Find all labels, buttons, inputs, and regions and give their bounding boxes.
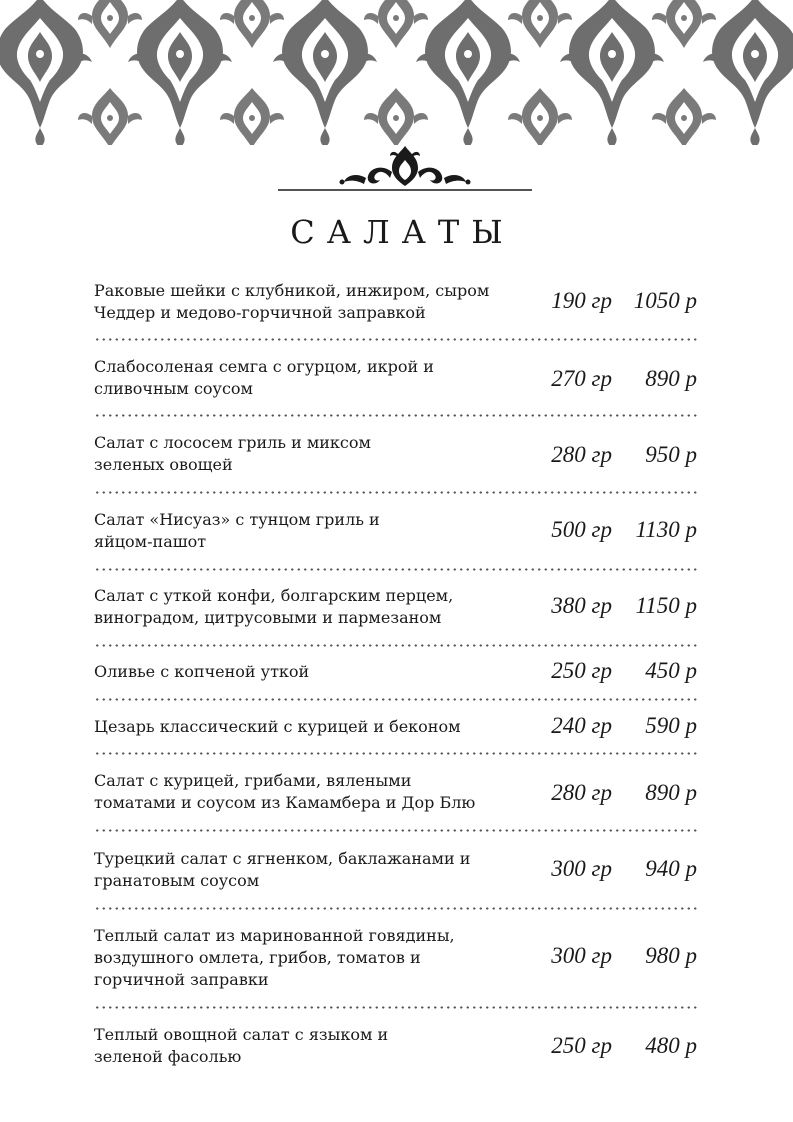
dotted-divider	[94, 568, 697, 571]
item-weight: 300 гр	[551, 943, 612, 968]
item-name: Турецкий салат с ягненком, баклажанами и гранатовым соусом	[94, 849, 471, 890]
item-price: 1150 р	[635, 593, 697, 618]
dotted-divider	[94, 491, 697, 494]
item-weight: 280 гр	[551, 780, 612, 805]
item-weight: 500 гр	[551, 517, 612, 542]
item-weight: 280 гр	[551, 442, 612, 467]
item-price: 940 р	[645, 856, 697, 881]
dotted-divider	[94, 1006, 697, 1009]
item-name: Салат с курицей, грибами, вялеными томатами и соусом из Камамбера и Дор Блю	[94, 771, 476, 812]
flourish-divider-icon	[278, 142, 532, 194]
item-name: Теплый салат из маринованной говядины, воздушного омлета, грибов, томатов и горчичной заправки	[94, 926, 455, 989]
item-weight: 190 гр	[551, 288, 612, 313]
dotted-divider	[94, 338, 697, 341]
item-weight: 270 гр	[551, 366, 612, 391]
item-weight: 250 гр	[551, 658, 612, 683]
item-price: 980 р	[645, 943, 697, 968]
item-weight: 240 гр	[551, 713, 612, 738]
item-name: Теплый овощной салат с языком и зеленой фасолью	[94, 1025, 389, 1066]
item-weight: 300 гр	[551, 856, 612, 881]
dotted-divider	[94, 698, 697, 701]
item-price: 1130 р	[635, 517, 697, 542]
item-name: Цезарь классический с курицей и беконом	[94, 717, 461, 736]
item-name: Раковые шейки с клубникой, инжиром, сыром Чеддер и медово-горчичной заправкой	[94, 281, 490, 322]
item-price: 950 р	[645, 442, 697, 467]
item-price: 590 р	[645, 713, 697, 738]
item-name: Слабосоленая семга с огурцом, икрой и сливочным соусом	[94, 357, 434, 398]
item-price: 480 р	[645, 1033, 697, 1058]
item-name: Салат «Нисуаз» с тунцом гриль и яйцом-пашот	[94, 510, 380, 551]
section-title: САЛАТЫ	[290, 213, 515, 251]
item-weight: 380 гр	[551, 593, 612, 618]
item-price: 1050 р	[633, 288, 697, 313]
item-weight: 250 гр	[551, 1033, 612, 1058]
dotted-divider	[94, 829, 697, 832]
dotted-divider	[94, 752, 697, 755]
damask-pattern-icon	[0, 0, 793, 145]
dotted-divider	[94, 907, 697, 910]
item-name: Оливье с копченой уткой	[94, 662, 310, 681]
item-price: 890 р	[645, 366, 697, 391]
dotted-divider	[94, 644, 697, 647]
item-price: 450 р	[645, 658, 697, 683]
item-name: Салат с лососем гриль и миксом зеленых овощей	[94, 433, 371, 474]
item-price: 890 р	[645, 780, 697, 805]
dotted-divider	[94, 414, 697, 417]
item-name: Салат с уткой конфи, болгарским перцем, виноградом, цитрусовыми и пармезаном	[94, 586, 454, 627]
